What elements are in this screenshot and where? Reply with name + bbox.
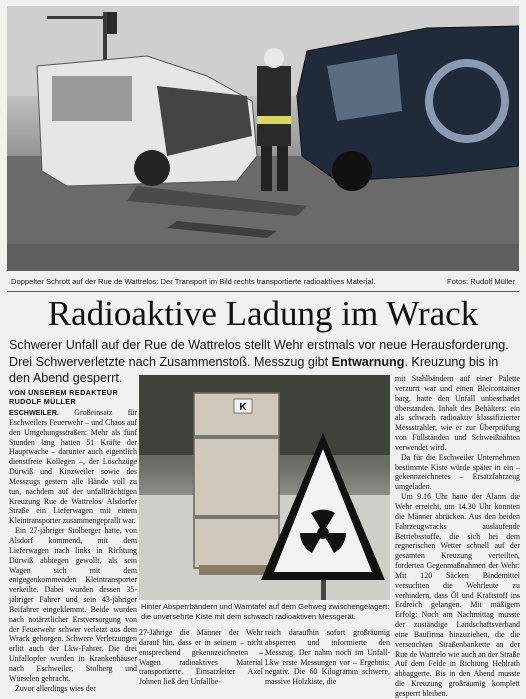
deck-text-1: Schwerer Unfall auf der Rue de Wattrelos stellt Wehr erstmals vor neue Herausforderung. Drei Schwerverletzte nach Zusammenstoß. Messzug gibt [9, 338, 509, 369]
paragraph: reich daraufhin sofort großräumig absperren und informierte den Messzug. Der nahm noch im Unfall-Lkw erste Messungen vor – Ergebnis: negativ. Die 60 Kilogramm schwere, massive Holzkiste, die [265, 628, 390, 687]
deck-bold: Entwarnung [331, 354, 405, 369]
article-column-2 [139, 628, 263, 687]
accident-photo-illustration [7, 6, 519, 271]
paragraph: Da für die Eschweiler Unternehmen bestimmte Kiste würde später in ein – gekennzeichnetes – Ersatzfahrzeug umgeladen. [395, 452, 520, 492]
top-photo-caption [7, 275, 519, 289]
paragraph-text: Großeinsatz für Eschweilers Feuerwehr – und Chaos auf den Umgehungsstraßen: Mehr als fünf Stunden lang hatten 51 Kräfte der Hauptwache – darunter auch eigentlich dienstfreie Kollegen –, der Löschzüge Dürwiß und Kinzweiler sowie des Messzugs gestern alle Hände voll zu tun, nachdem auf der unfallträchtigen Kreuzung Rue de Wattrelos/ Alsdorfer Straße ein Lieferwagen mit einem Kleintransporter zusammengeprallt war. [9, 408, 137, 526]
article-column-3 [265, 628, 390, 687]
article-column-4 [395, 374, 520, 699]
article-column-1 [9, 408, 137, 693]
paragraph: Ein 27-jähriger Stolberger hatte, von Alsdorf kommend, mit dem Lieferwagen nach links in Richtung Dürwiß abbiegen gewollt, als sein Wagen sich mit dem entgegenkommenden Kleintransporter verkeilte. Dabei wurden dessen 35-jähriger Fahrer und sein 43-jähriger Beifahrer eingeklemmt. Beide wurden nach notärztlicher Erstversorgung von der Feuerwehr schwer verletzt aus dem Wrack geborgen. Schwere Verletzungen erlitt auch der Lkw-Fahrer. Die drei Unfallopfer wurden in Krankenhäuser nach Eschweiler, Stolberg und Würselen gebracht. [9, 526, 137, 683]
crate-photo-caption: Hinter Absperrbändern und Warntafel auf dem Gehweg zwischengelagert: die unversehrte Kiste mit dem schwach radioaktiven Messgerät. [141, 602, 390, 621]
photo-credit: Fotos: Rudolf Müller [447, 277, 515, 286]
dateline: ESCHWEILER. [9, 408, 59, 417]
byline-author: RUDOLF MÜLLER [9, 397, 77, 406]
crate-letter: K [239, 402, 247, 413]
deck-text-2: . Kreuzung bis in den Abend gesperrt. [9, 354, 499, 385]
paragraph: Um 9.16 Uhr hatte der Alarm die Wehr erreicht, um 14.30 Uhr konnten die Männer abrücken. Aus den beiden Fahrzeugwracks auslaufende Betriebsstoffe, die sich bei dem regnerischen Wetter schnell auf der gesamten Kreuzung verteilten, forderten Gegenmaßnahmen der Wehr: Mit 120 Säcken Bindemittel versuchten die Wehrleute zu verhindern, dass Öl und Kraftstoff ins Erdreich gelangen. Mit mäßigem Erfolg: Noch am Nachmittag musste der zuständige Landschaftsverband eine Baufirma hinzuziehen, die die verseuchten Straßenbankette an der Rue de Wattrelo wie auch an der Straße Auf dem Felde in Richtung Hehlrath abbaggerte. Bis in den Abend musste die Kreuzung großräumig komplett gesperrt bleiben. [395, 492, 520, 698]
photo-caption-text: Doppelter Schrott auf der Rue de Wattrelos: Der Transport im Bild rechts transportierte radioaktives Material. [11, 277, 376, 286]
byline [9, 388, 139, 406]
paragraph: 27-Jährige die Männer der Wehr darauf hin, dass er in seinem – nicht entsprechend gekennzeichneten – Wagen radioaktives Material transportierte. Einsatzleiter Axel Johnen ließ den Unfallbe- [139, 628, 263, 687]
crate-photo [139, 375, 390, 600]
paragraph: mit Stahlbändern auf einer Palette verzurrt war und einen Bleicontainer barg, hatte den Unfall unbeschadet überstanden. Inhalt des Behälters: ein als schwach radioaktiv klassifizierter Messstrahler, wie er zur Überprüfung von Füllständen und Schweißnähten verwendet wird. [395, 374, 520, 452]
headline: Radioaktive Ladung im Wrack [47, 294, 479, 333]
paragraph: Zuvor allerdings wies der [15, 683, 96, 693]
byline-line-1: VON UNSEREM REDAKTEUR [9, 388, 119, 397]
crate-photo-illustration [139, 375, 390, 600]
paragraph [9, 408, 137, 526]
accident-photo [7, 6, 519, 271]
